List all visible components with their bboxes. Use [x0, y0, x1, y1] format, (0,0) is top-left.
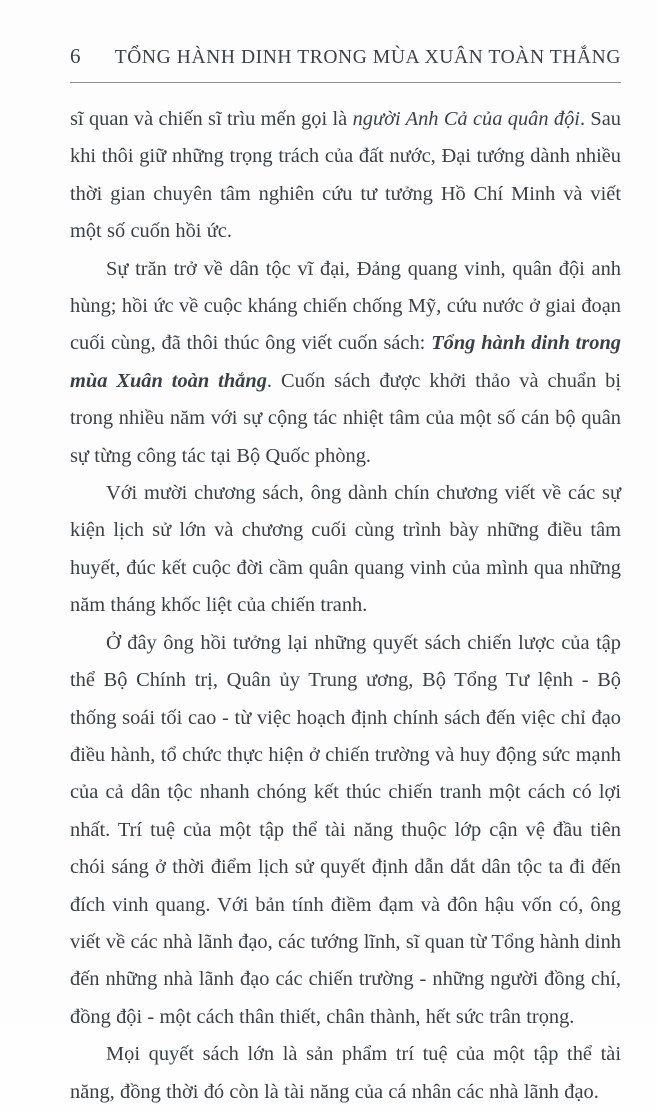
- paragraph: Mọi quyết sách lớn là sản phẩm trí tuệ của một tập thể tài năng, đồng thời đó còn là tài năng của cá nhân các nhà lãnh đạo.: [70, 1043, 621, 1103]
- running-head-title: TỔNG HÀNH DINH TRONG MÙA XUÂN TOÀN THẮNG: [114, 47, 621, 68]
- bold-italic-run: Tổng hành dinh trong mùa Xuân toàn thắng: [70, 332, 621, 392]
- header-rule: [70, 82, 621, 83]
- paragraph: Ở đây ông hồi tưởng lại những quyết sách chiến lược của tập thể Bộ Chính trị, Quân ủy Trung ương, Bộ Tổng Tư lệnh - Bộ thống soái tối cao - từ việc hoạch định chính sách đến việc chỉ đạo điều hành, tổ chức thực hiện ở chiến trường và huy động sức mạnh của cả dân tộc nhanh chóng kết thúc chiến tranh một cách có lợi nhất. Trí tuệ của một tập thể tài năng thuộc lớp cận vệ đầu tiên chói sáng ở thời điểm lịch sử quyết định dẫn dắt dân tộc ta đi đến đích vinh quang. Với bản tính điềm đạm và đôn hậu vốn có, ông viết về các nhà lãnh đạo, các tướng lĩnh, sĩ quan từ Tổng hành dinh đến những nhà lãnh đạo các chiến trường - những người đồng chí, đồng đội - một cách thân thiết, chân thành, hết sức trân trọng.: [70, 631, 621, 1028]
- paragraph: Sự trăn trở về dân tộc vĩ đại, Đảng quang vinh, quân đội anh hùng; hồi ức về cuộc kháng chiến chống Mỹ, cứu nước ở giai đoạn cuối cùng, đã thôi thúc ông viết cuốn sách: Tổng hành dinh trong mùa Xuân toàn thắng. Cuốn sách được khởi thảo và chuẩn bị trong nhiều năm với sự cộng tác nhiệt tâm của một số cán bộ quân sự từng công tác tại Bộ Quốc phòng.: [70, 257, 621, 467]
- italic-run: người Anh Cả của quân đội: [352, 108, 580, 130]
- running-head: [70, 46, 621, 80]
- page-number: 6: [70, 44, 81, 68]
- paragraph: Với mười chương sách, ông dành chín chương viết về các sự kiện lịch sử lớn và chương cuối cùng trình bày những điều tâm huyết, đúc kết cuộc đời cầm quân quang vinh của mình qua những năm tháng khốc liệt của chiến tranh.: [70, 482, 621, 617]
- body-text-block: [70, 101, 621, 1111]
- paragraph: sĩ quan và chiến sĩ trìu mến gọi là người Anh Cả của quân đội. Sau khi thôi giữ những trọng trách của đất nước, Đại tướng dành nhiều thời gian chuyên tâm nghiên cứu tư tưởng Hồ Chí Minh và viết một số cuốn hồi ức.: [70, 108, 621, 243]
